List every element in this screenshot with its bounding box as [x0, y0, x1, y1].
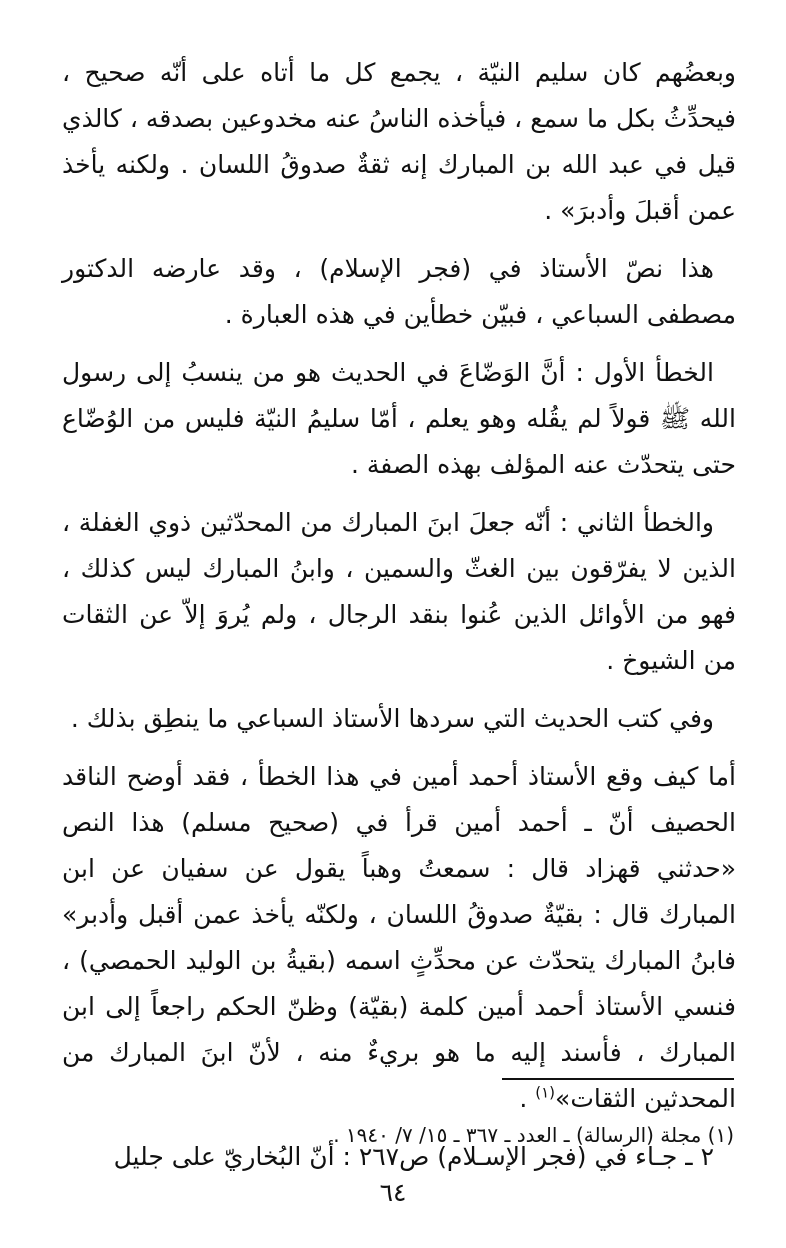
paragraph-explanation-text: أما كيف وقع الأستاذ أحمد أمين في هذا الخطأ ، فقد أوضح الناقد الحصيف أنّ ـ أحمد أمين قرأ في (صحيح مسلم) هذا النص «حدثني قهزاد قال : سمعتُ وهباً يقول عن سفيان عن ابن المبارك قال : بقيّةٌ صدوقُ اللسان ، ولكنّه يأخذ عمن أقبل وأدبر» فابنُ المبارك يتحدّث عن محدِّثٍ اسمه (بقيةُ بن الوليد الحمصي) ، فنسي الأستاذ أحمد أمين كلمة (بقيّة) وظنّ الحكم راجعاً إلى ابن المبارك ، فأسند إليه ما هو بريءٌ منه ، لأنّ ابنَ المبارك من المحدثين الثقات» — [62, 762, 736, 1113]
footnote-text: (١) مجلة (الرسالة) ـ العدد ـ ٣٦٧ ـ ١٥/ ٧/ ١٩٤٠ . — [333, 1123, 734, 1147]
paragraph-opening-quote: وبعضُهم كان سليم النيّة ، يجمع كل ما أتاه على أنّه صحيح ، فيحدِّثُ بكل ما سمع ، فيأخذه الناسُ عنه مخدوعين بصدقه ، كالذي قيل في عبد الله بن المبارك إنه ثقةٌ صدوقُ اللسان . ولكنه يأخذ عمن أقبلَ وأدبرَ» . — [62, 58, 736, 225]
paragraph-author-note: هذا نصّ الأستاذ في (فجر الإسلام) ، وقد عارضه الدكتور مصطفى السباعي ، فبيّن خطأين في هذه العبارة . — [62, 254, 736, 329]
paragraph-item-two: ٢ ـ جـاء في (فجر الإسـلام) ص٢٦٧ : أنّ البُخاريّ على جليل — [113, 1142, 714, 1171]
page-number: ٦٤ — [379, 1178, 407, 1207]
footnote-divider — [502, 1078, 734, 1080]
paragraph-first-error: الخطأ الأول : أنَّ الوَضّاعَ في الحديث هو من ينسبُ إلى رسول الله ﷺ قولاً لم يقُله وهو يعلم ، أمّا سليمُ النيّة فليس من الوُضّاع حتى يتحدّث عنه المؤلف بهذه الصفة . — [62, 358, 736, 479]
paragraph-explanation: أما كيف وقع الأستاذ أحمد أمين في هذا الخطأ ، فقد أوضح الناقد الحصيف أنّ ـ أحمد أمين قرأ في (صحيح مسلم) هذا النص «حدثني قهزاد قال : سمعتُ وهباً يقول عن سفيان عن ابن المبارك قال : بقيّةٌ صدوقُ اللسان ، ولكنّه يأخذ عمن أقبل وأدبر» فابنُ المبارك يتحدّث عن محدِّثٍ اسمه (بقيةُ بن الوليد الحمصي) ، فنسي الأستاذ أحمد أمين كلمة (بقيّة) وظنّ الحكم راجعاً إلى ابن المبارك ، فأسند إليه ما هو بريءٌ منه ، لأنّ ابنَ المبارك من المحدثين الثقات»$^{(١)}$ . — [62, 762, 736, 1113]
paragraph-hadith-books: وفي كتب الحديث التي سردها الأستاذ السباعي ما ينطِق بذلك . — [70, 704, 714, 733]
page-body — [62, 50, 736, 1192]
footnote-marker: (١) — [535, 1083, 556, 1102]
paragraph-second-error: والخطأ الثاني : أنّه جعلَ ابنَ المبارك من المحدّثين ذوي الغفلة ، الذين لا يفرّقون بين الغثّ والسمين ، وابنُ المبارك ليس كذلك ، فهو من الأوائل الذين عُنوا بنقد الرجال ، ولم يُروَ إلاّ عن الثقات من الشيوخ . — [62, 508, 736, 675]
